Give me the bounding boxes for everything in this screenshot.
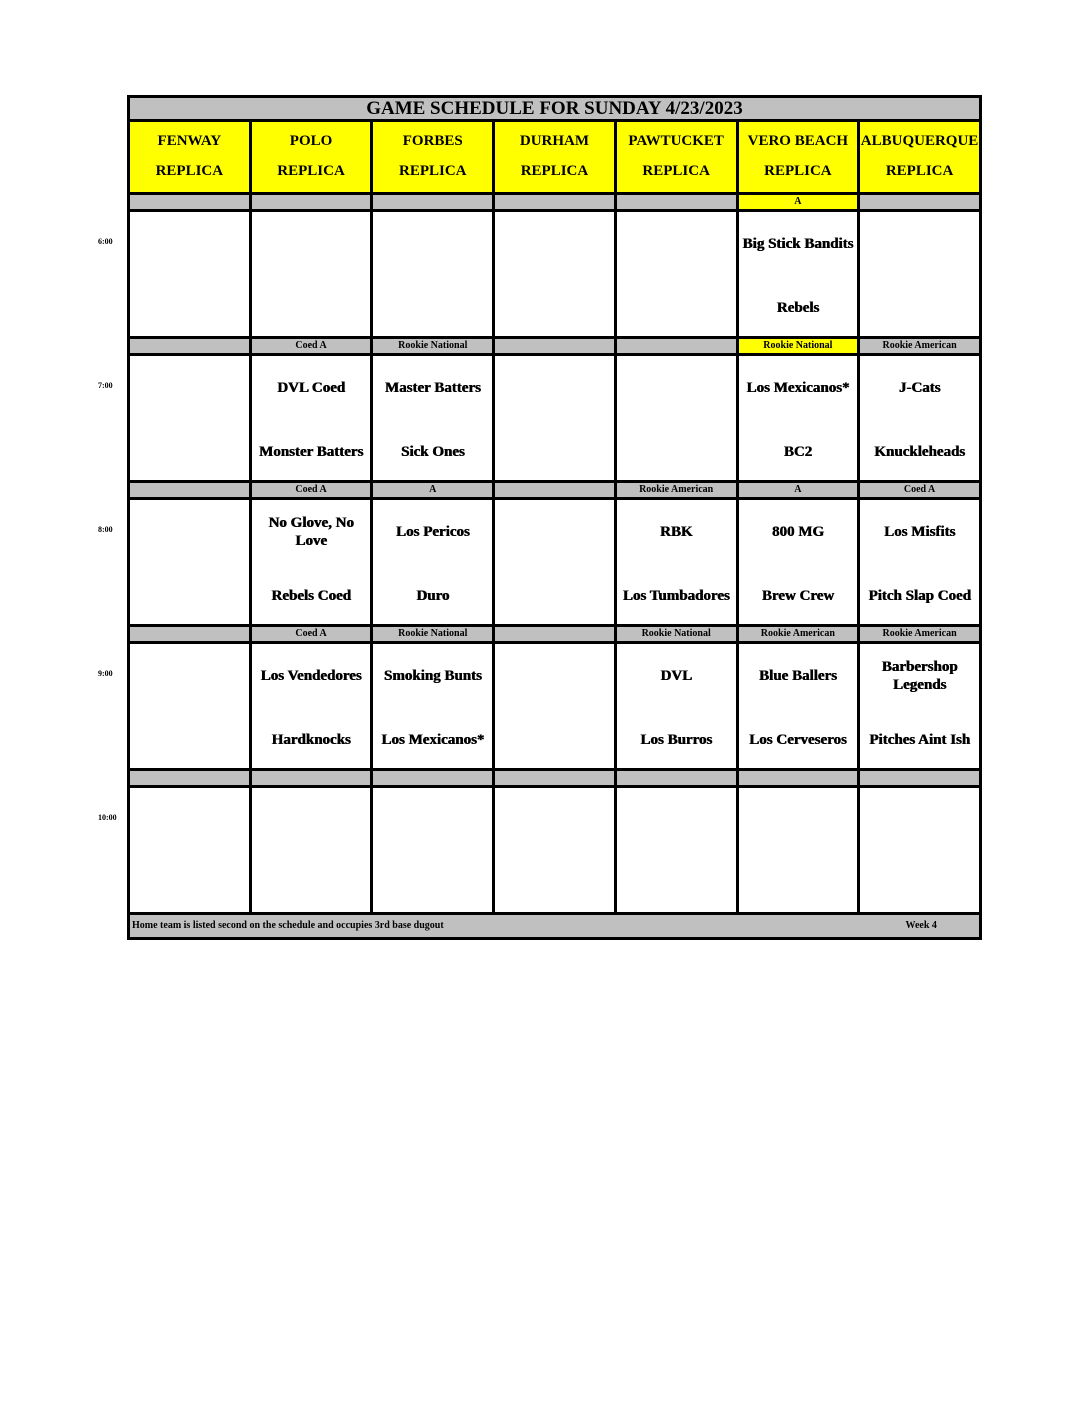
game-cell [737,499,859,626]
division-label: Rookie National [737,338,859,355]
home-team: BC2 [783,444,813,460]
game-cell [859,643,981,770]
division-row [129,770,981,787]
division-label [494,626,616,643]
away-team: No Glove, No Love [268,515,354,549]
field-header-6 [737,121,859,194]
game-row [129,355,981,482]
game-cell [250,787,372,914]
field-header-4 [494,121,616,194]
division-label: A [737,194,859,211]
away-team: Los Pericos [395,524,470,540]
time-label: 10:00 [98,812,117,822]
field-name: FORBES [402,133,463,149]
game-cell [494,499,616,626]
division-label [615,338,737,355]
home-team: Los Tumbadores [622,588,730,604]
field-header-2 [250,121,372,194]
division-label [250,770,372,787]
division-label: A [372,482,494,499]
division-label: Rookie National [372,626,494,643]
field-subtitle: REPLICA [155,163,224,179]
game-row [129,787,981,914]
field-subtitle: REPLICA [277,163,345,179]
away-team: DVL [660,668,692,684]
game-cell [372,787,494,914]
field-subtitle: REPLICA [399,163,467,179]
division-label: Rookie American [859,626,981,643]
game-cell [737,355,859,482]
game-cell [129,211,251,338]
game-cell [615,643,737,770]
home-team: Los Mexicanos* [381,732,485,748]
away-team: Master Batters [384,380,481,396]
home-team: Hardknocks [271,732,351,748]
field-subtitle: REPLICA [520,163,589,179]
schedule-table [127,95,982,940]
time-label: 6:00 [98,236,113,246]
game-cell [129,499,251,626]
division-row [129,482,981,499]
week-label: Week 4 [905,920,937,931]
division-label: A [737,482,859,499]
game-cell [859,211,981,338]
game-cell [615,211,737,338]
home-team: Rebels Coed [271,588,351,604]
game-cell [372,355,494,482]
division-label: Rookie American [859,338,981,355]
game-cell [859,355,981,482]
away-team: Blue Ballers [758,668,837,684]
home-team: Duro [416,588,450,604]
division-row [129,626,981,643]
division-label [129,626,251,643]
division-row [129,338,981,355]
game-cell [250,643,372,770]
field-header-3 [372,121,494,194]
field-name: DURHAM [519,133,590,149]
time-label: 9:00 [98,668,113,678]
away-team: Smoking Bunts [383,668,482,684]
away-team: J-Cats [898,380,941,396]
field-subtitle: REPLICA [885,163,954,179]
game-cell [250,211,372,338]
home-team: Knuckleheads [874,444,965,460]
game-cell [129,787,251,914]
division-label: Rookie American [615,482,737,499]
division-label [737,770,859,787]
division-label [494,770,616,787]
field-header-7 [859,121,981,194]
field-header-1 [129,121,251,194]
away-team: 800 MG [771,524,824,540]
game-cell [615,787,737,914]
division-row [129,194,981,211]
game-cell [494,787,616,914]
game-cell [372,211,494,338]
division-label [859,770,981,787]
game-cell [372,643,494,770]
division-label [250,194,372,211]
division-label: Coed A [859,482,981,499]
game-cell [494,643,616,770]
division-label: Coed A [250,338,372,355]
field-name: FENWAY [157,133,222,149]
game-row [129,499,981,626]
home-team: Los Cerveseros [749,732,847,748]
division-label [129,770,251,787]
division-label: Rookie American [737,626,859,643]
field-header-5 [615,121,737,194]
division-label [859,194,981,211]
time-label: 7:00 [98,380,113,390]
game-row [129,643,981,770]
time-label: 8:00 [98,524,113,534]
game-cell [494,355,616,482]
game-cell [859,499,981,626]
field-name: VERO BEACH [747,133,849,149]
home-team: Monster Batters [258,444,364,460]
home-team: Pitch Slap Coed [868,588,971,604]
field-subtitle: REPLICA [642,163,710,179]
division-label: Rookie National [615,626,737,643]
division-label [129,482,251,499]
game-cell [737,211,859,338]
home-team: Pitches Aint Ish [869,732,970,748]
field-header-row [129,121,981,194]
home-team: Los Burros [640,732,713,748]
title-row [129,97,981,121]
game-cell [129,355,251,482]
division-label [494,482,616,499]
game-cell [372,499,494,626]
division-label: Coed A [250,482,372,499]
away-team: RBK [659,524,693,540]
game-cell [737,787,859,914]
game-cell [250,355,372,482]
home-team: Sick Ones [400,444,465,460]
division-label [615,194,737,211]
game-cell [250,499,372,626]
away-team: Barbershop Legends [881,659,958,693]
game-cell [494,211,616,338]
footer-note: Home team is listed second on the schedule and occupies 3rd base dugout [132,920,444,931]
division-label [494,194,616,211]
field-subtitle: REPLICA [764,163,832,179]
division-label [494,338,616,355]
division-label: Rookie National [372,338,494,355]
game-cell [859,787,981,914]
game-cell [615,355,737,482]
game-cell [615,499,737,626]
division-label: Coed A [250,626,372,643]
field-name: POLO [289,133,333,149]
field-name: PAWTUCKET [628,133,724,149]
away-team: Los Vendedores [260,668,362,684]
schedule-title: GAME SCHEDULE FOR SUNDAY 4/23/2023 [129,97,981,121]
away-team: DVL Coed [277,380,346,396]
footer-row [129,914,981,939]
field-name: ALBUQUERQUE [860,133,979,149]
home-team: Brew Crew [761,588,835,604]
away-team: Los Mexicanos* [746,380,850,396]
game-cell [129,643,251,770]
division-label [615,770,737,787]
away-team: Big Stick Bandits [742,236,854,252]
away-team: Los Misfits [883,524,956,540]
division-label [129,194,251,211]
division-label [372,194,494,211]
division-label [372,770,494,787]
game-row [129,211,981,338]
division-label [129,338,251,355]
game-cell [737,643,859,770]
home-team: Rebels [776,300,820,316]
